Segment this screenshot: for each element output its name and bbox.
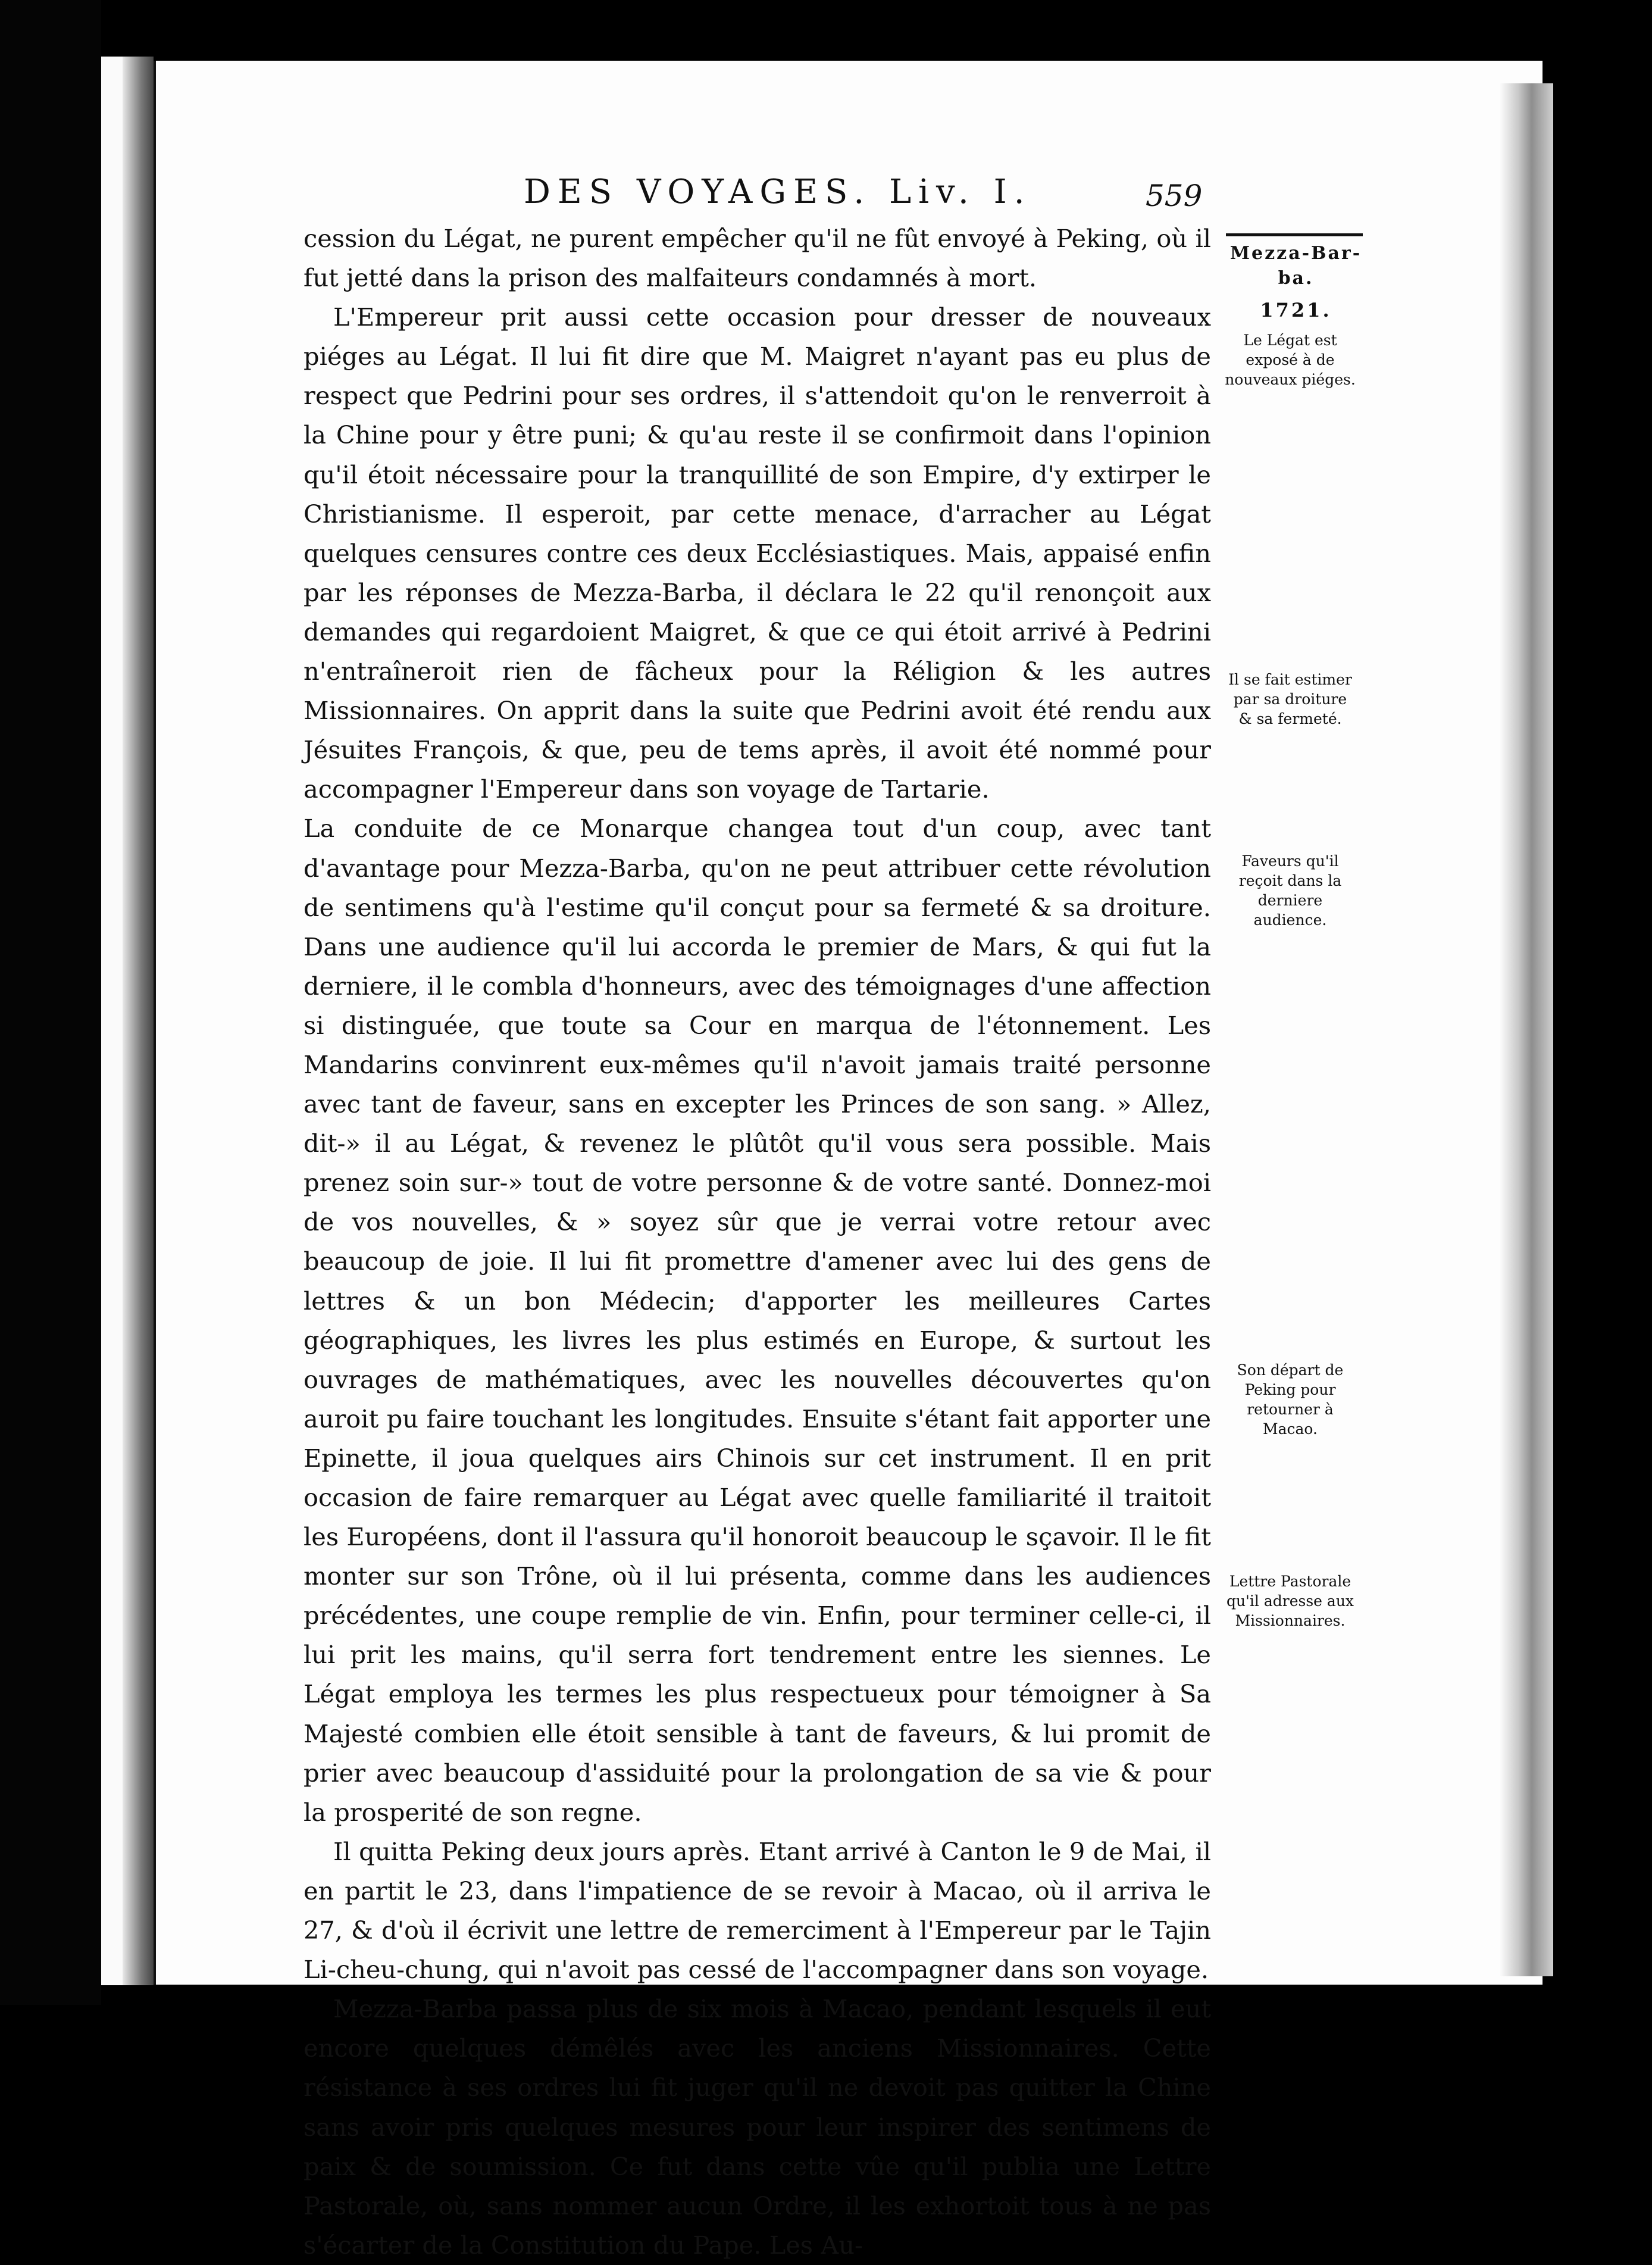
paragraph-text: La conduite de ce Monarque changea tout d'un coup, avec tant d'avantage pour Mezza-Barba, qu'on ne peut attribuer cette révolution de sentimens qu'à l'estime qu'il conçut pour sa fermeté & sa droiture. Dans une audience qu'il lui accorda le premier de Mars, & qui fut la derniere, il le combla d'honneurs, avec des témoignages d'une affection si distinguée, que toute sa Cour en marqua de l'étonnement. Les Mandarins convinrent eux-mêmes qu'il n'avoit jamais traité personne avec tant de faveur, sans en excepter les Princes de son sang. xyxy=(304,814,1211,1119)
paragraph: Il quitta Peking deux jours après. Etant arrivé à Canton le 9 de Mai, il en partit le 23, dans l'impatience de se revoir à Macao, où il arriva le 27, & d'où il écrivit une lettre de remerciment à l'Empereur par le Tajin Li-cheu-chung, qui n'avoit pas cessé de l'accompagner dans son voyage. xyxy=(304,1836,1211,1985)
margin-note: Il se fait estimer par sa droiture & sa fermeté. xyxy=(1228,671,1352,727)
scan-background xyxy=(0,0,101,2005)
margin-note: Le Légat est exposé à de nouveaux piéges. xyxy=(1225,332,1356,388)
margin-heading: Mezza-Bar-ba. xyxy=(1229,243,1362,289)
margin-note: Lettre Pastorale qu'il adresse aux Missionnaires. xyxy=(1226,1573,1354,1629)
running-title: DES VOYAGES. Liv. I. xyxy=(524,173,1032,211)
paragraph: L'Empereur prit aussi cette occasion pour dresser de nouveaux piéges au Légat. Il lui fit dire que M. Maigret n'ayant pas eu plus de respect que Pedrini pour ses ordres, il s'attendoit qu'on le renverroit à la Chine pour y être puni; & qu'au reste il se confirmoit dans l'opinion qu'il étoit nécessaire pour la tranquillité de son Empire, d'y extirper le Christianisme. Il esperoit, par cette menace, d'arracher au Légat quelques censures contre ces deux Ecclésiastiques. Mais, appaisé enfin par les réponses de Mezza-Barba, il déclara le 22 qu'il renonçoit aux demandes qui regardoient Maigret, & que ce qui étoit arrivé à Pedrini n'entraîneroit rien de fâcheux pour la Réligion & les autres Missionnaires. On apprit dans la suite que Pedrini avoit été rendu aux Jésuites François, & que, peu de tems après, il avoit été nommé pour accompagner l'Empereur dans son voyage de Tartarie. xyxy=(304,302,1211,804)
quotation: » Allez, dit-» il au Légat, & revenez le plûtôt qu'il vous sera possible. Mais prenez soin sur-» tout de votre personne & de votre santé. Donnez-moi de vos nouvelles, & » soyez sûr que je verrai votre retour avec beaucoup de joie. xyxy=(304,1089,1211,1276)
page-edge-shadow xyxy=(1500,83,1553,1976)
paragraph: cession du Légat, ne purent empêcher qu'il ne fût envoyé à Peking, où il fut jetté dans la prison des malfaiteurs condamnés à mort. xyxy=(304,224,1211,293)
paragraph-text: Il lui fit promettre d'amener avec lui des gens de lettres & un bon Médecin; d'apporter les meilleures Cartes géographiques, les livres les plus estimés en Europe, & surtout les ouvrages de mathématiques, avec les nouvelles découvertes qu'on auroit pu faire touchant les longitudes. Ensuite s'étant fait apporter une Epinette, il joua quelques airs Chinois sur cet instrument. Il en prit occasion de faire remarquer au Légat avec quelle familiarité il traitoit les Européens, dont il l'assura qu'il honoroit beaucoup le sçavoir. Il le fit monter sur son Trône, où il lui présenta, comme dans les audiences précédentes, une coupe remplie de vin. Enfin, pour terminer celle-ci, il lui prit les mains, qu'il serra fort tendrement entre les siennes. Le Légat employa les termes les plus respectueux pour témoigner à Sa Majesté combien elle étoit sensible à tant de faveurs, & lui promit de prier avec beaucoup d'assiduité pour la prolongation de sa vie & pour la prosperité de son regne. xyxy=(304,1246,1211,1827)
margin-note: Faveurs qu'il reçoit dans la derniere audience. xyxy=(1238,852,1342,929)
page-number: 559 xyxy=(1146,179,1203,213)
body-text xyxy=(304,219,1211,2265)
gutter-shadow xyxy=(123,57,154,1985)
margin-note: Son départ de Peking pour retourner à Macao. xyxy=(1237,1361,1344,1438)
margin-rule xyxy=(1226,233,1363,236)
paragraph: Mezza-Barba passa plus de six mois à Macao, pendant lesquels il eut encore quelques démêlés avec les anciens Missionnaires. Cette résistance à ses ordres lui fit juger qu'il ne devoit pas quitter la Chine sans avoir pris quelques mesures pour leur inspirer des sentimens de paix & de soumission. Ce fut dans cette vûe qu'il publia une Lettre Pastorale, où, sans nommer aucun Ordre, il les exhortoit tous à ne pas s'écarter de la Constitution du Pape. Les Au- xyxy=(304,1994,1211,2260)
paragraph xyxy=(304,814,1211,1826)
margin-year: 1721. xyxy=(1260,299,1332,321)
